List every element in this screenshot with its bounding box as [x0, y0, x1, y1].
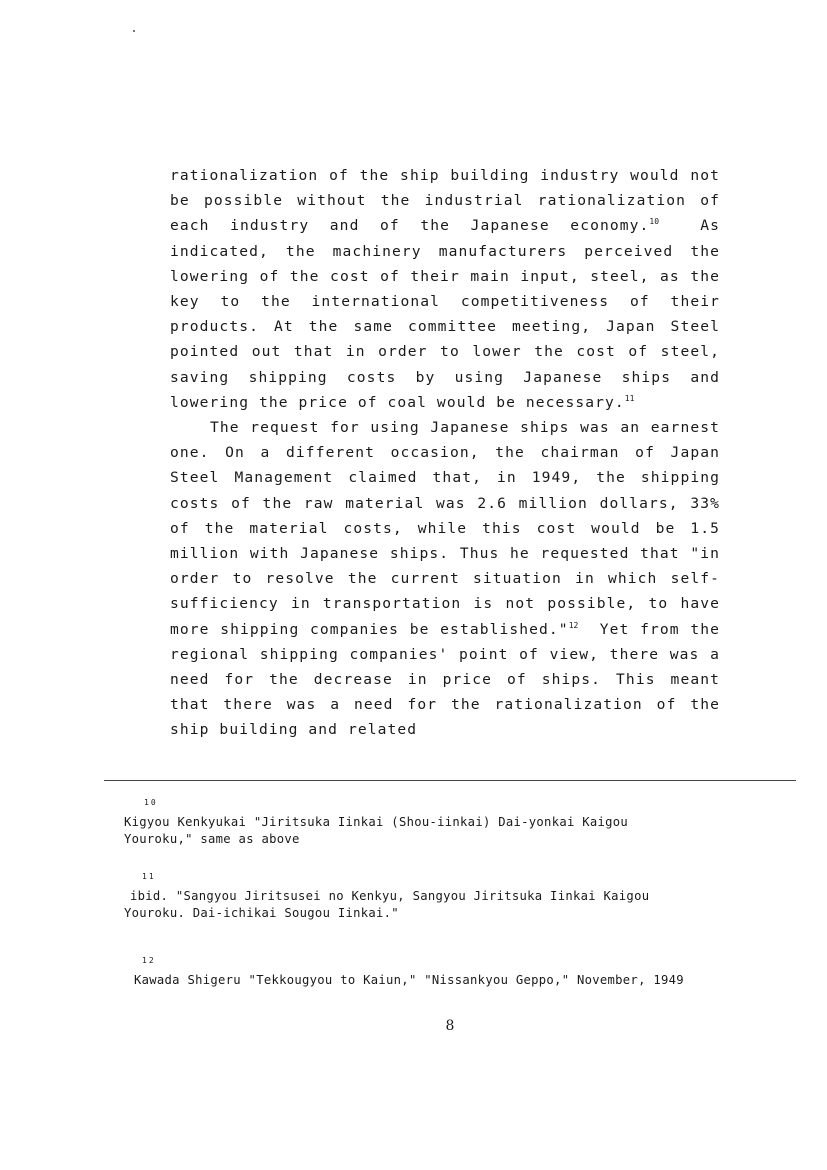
footnote-ref-10[interactable]: 10: [649, 217, 660, 227]
scan-speck: [133, 30, 135, 32]
body-text: [170, 163, 720, 743]
footnote-ref-11[interactable]: 11: [624, 393, 635, 403]
footnote-number: 12: [142, 956, 156, 965]
footnote-number: 11: [142, 872, 156, 881]
page-number: 8: [445, 1018, 455, 1034]
footnote-line: Kigyou Kenkyukai "Jiritsuka Iinkai (Shou-iinkai) Dai-yonkai Kaigou: [124, 815, 629, 829]
paragraph-1: rationalization of the ship building industry would not be possible without the industrial rationalization of each industry and of the Japanese economy.$^{10}$ As indicated, the machinery manufacturers perceived the lowering of the cost of their main input, steel, as the key to the international competitiveness of their products. At the same committee meeting, Japan Steel pointed out that in order to lower the cost of steel, saving shipping costs by using Japanese ships and lowering the price of coal would be necessary.$^{11}$: [170, 167, 720, 411]
footnote-ref-12[interactable]: 12: [568, 620, 579, 630]
paragraph-2: The request for using Japanese ships was an earnest one. On a different occasion, the chairman of Japan Steel Management claimed that, in 1949, the shipping costs of the raw material was 2.6 million dollars, 33% of the material costs, while this cost would be 1.5 million with Japanese ships. Thus he requested that "in order to resolve the current situation in which self-sufficiency in transportation is not possible, to have more shipping companies be established."$^{12}$ Yet from the regional shipping companies' point of view, there was a need for the decrease in price of ships. This meant that there was a need for the rationalization of the ship building and related: [170, 419, 721, 739]
footnote-12: [134, 952, 754, 989]
footnote-line: Youroku," same as above: [124, 832, 300, 846]
footnote-number: 10: [144, 798, 158, 807]
footnote-10: [124, 794, 724, 848]
footnote-line: Youroku. Dai-ichikai Sougou Iinkai.": [124, 906, 399, 920]
footnote-divider: [104, 780, 796, 781]
footnote-line: ibid. "Sangyou Jiritsusei no Kenkyu, Sangyou Jiritsuka Iinkai Kaigou: [130, 889, 650, 903]
footnote-line: Kawada Shigeru "Tekkougyou to Kaiun," "Nissankyou Geppo," November, 1949: [134, 973, 684, 987]
footnote-11: [124, 868, 724, 922]
